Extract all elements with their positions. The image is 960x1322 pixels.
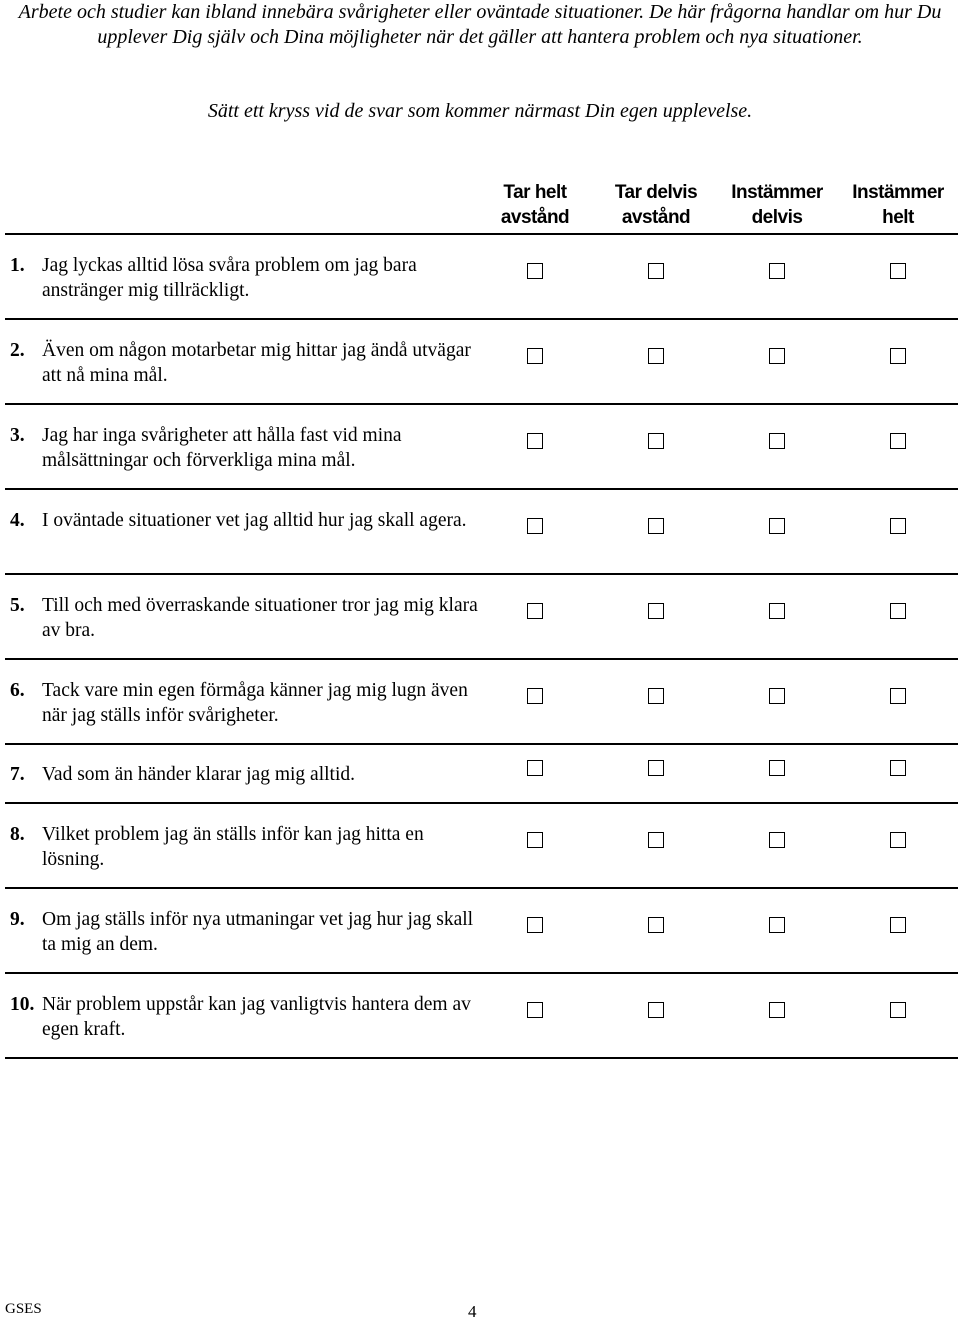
q1-tar-delvis-avstand-checkbox[interactable] [648, 263, 664, 279]
row-divider [5, 1057, 958, 1059]
q9-tar-helt-avstand-checkbox[interactable] [527, 917, 543, 933]
q6-tar-delvis-avstand-checkbox[interactable] [648, 688, 664, 704]
question-8 [10, 822, 480, 872]
question-text: Tack vare min egen förmåga känner jag mig lugn även när jag ställs inför svårigheter. [42, 680, 468, 726]
row-divider [5, 403, 958, 405]
question-2 [10, 338, 480, 388]
question-3 [10, 423, 480, 473]
row-divider [5, 743, 958, 745]
question-1 [10, 253, 480, 303]
question-number: 6. [10, 680, 25, 701]
row-divider [5, 887, 958, 889]
intro-instruction: Sätt ett kryss vid de svar som kommer närmast Din egen upplevelse. [207, 100, 753, 122]
q4-instammer-delvis-checkbox[interactable] [769, 518, 785, 534]
question-9 [10, 907, 480, 957]
q8-instammer-delvis-checkbox[interactable] [769, 832, 785, 848]
q9-tar-delvis-avstand-checkbox[interactable] [648, 917, 664, 933]
column-header-instammer-delvis: Instämmer delvis [731, 182, 823, 228]
question-text: När problem uppstår kan jag vanligtvis hantera dem av egen kraft. [42, 994, 471, 1040]
q3-tar-helt-avstand-checkbox[interactable] [527, 433, 543, 449]
q3-instammer-helt-checkbox[interactable] [890, 433, 906, 449]
page-number: 4 [468, 1302, 477, 1321]
question-number: 4. [10, 510, 25, 531]
question-5 [10, 593, 480, 643]
q5-instammer-delvis-checkbox[interactable] [769, 603, 785, 619]
question-text: I oväntade situationer vet jag alltid hur jag skall agera. [42, 510, 467, 531]
question-number: 1. [10, 255, 25, 276]
q7-instammer-helt-checkbox[interactable] [890, 760, 906, 776]
question-7 [10, 762, 480, 787]
q8-instammer-helt-checkbox[interactable] [890, 832, 906, 848]
row-divider [5, 573, 958, 575]
q4-instammer-helt-checkbox[interactable] [890, 518, 906, 534]
q1-instammer-helt-checkbox[interactable] [890, 263, 906, 279]
column-header-instammer-helt: Instämmer helt [852, 182, 944, 228]
q5-tar-helt-avstand-checkbox[interactable] [527, 603, 543, 619]
q10-tar-delvis-avstand-checkbox[interactable] [648, 1002, 664, 1018]
q3-tar-delvis-avstand-checkbox[interactable] [648, 433, 664, 449]
row-divider [5, 658, 958, 660]
row-divider [5, 802, 958, 804]
question-text: Jag lyckas alltid lösa svåra problem om jag bara anstränger mig tillräckligt. [42, 255, 417, 301]
q8-tar-delvis-avstand-checkbox[interactable] [648, 832, 664, 848]
question-number: 5. [10, 595, 25, 616]
question-text: Jag har inga svårigheter att hålla fast vid mina målsättningar och förverkliga mina mål. [42, 425, 402, 471]
question-10 [10, 992, 480, 1042]
column-header-tar-delvis-avstand: Tar delvis avstånd [614, 182, 698, 228]
q2-instammer-helt-checkbox[interactable] [890, 348, 906, 364]
q2-tar-helt-avstand-checkbox[interactable] [527, 348, 543, 364]
q5-instammer-helt-checkbox[interactable] [890, 603, 906, 619]
q5-tar-delvis-avstand-checkbox[interactable] [648, 603, 664, 619]
q7-instammer-delvis-checkbox[interactable] [769, 760, 785, 776]
q4-tar-helt-avstand-checkbox[interactable] [527, 518, 543, 534]
row-divider [5, 488, 958, 490]
q10-tar-helt-avstand-checkbox[interactable] [527, 1002, 543, 1018]
footer-label: GSES [5, 1301, 42, 1317]
q9-instammer-delvis-checkbox[interactable] [769, 917, 785, 933]
q4-tar-delvis-avstand-checkbox[interactable] [648, 518, 664, 534]
q7-tar-helt-avstand-checkbox[interactable] [527, 760, 543, 776]
question-text: Även om någon motarbetar mig hittar jag ändå utvägar att nå mina mål. [42, 340, 471, 386]
q7-tar-delvis-avstand-checkbox[interactable] [648, 760, 664, 776]
q8-tar-helt-avstand-checkbox[interactable] [527, 832, 543, 848]
q9-instammer-helt-checkbox[interactable] [890, 917, 906, 933]
question-4 [10, 508, 480, 533]
q1-tar-helt-avstand-checkbox[interactable] [527, 263, 543, 279]
q1-instammer-delvis-checkbox[interactable] [769, 263, 785, 279]
question-text: Vad som än händer klarar jag mig alltid. [42, 764, 355, 785]
question-text: Om jag ställs inför nya utmaningar vet jag hur jag skall ta mig an dem. [42, 909, 474, 955]
q2-instammer-delvis-checkbox[interactable] [769, 348, 785, 364]
q6-instammer-delvis-checkbox[interactable] [769, 688, 785, 704]
q10-instammer-helt-checkbox[interactable] [890, 1002, 906, 1018]
column-header-tar-helt-avstand: Tar helt avstånd [500, 182, 570, 228]
question-number: 9. [10, 909, 25, 930]
question-text: Vilket problem jag än ställs inför kan jag hitta en lösning. [42, 824, 424, 870]
question-text: Till och med överraskande situationer tror jag mig klara av bra. [42, 595, 478, 641]
q2-tar-delvis-avstand-checkbox[interactable] [648, 348, 664, 364]
question-number: 3. [10, 425, 25, 446]
question-number: 7. [10, 764, 25, 785]
q6-tar-helt-avstand-checkbox[interactable] [527, 688, 543, 704]
row-divider [5, 972, 958, 974]
header-divider [5, 233, 958, 235]
q6-instammer-helt-checkbox[interactable] [890, 688, 906, 704]
row-divider [5, 318, 958, 320]
question-number: 10. [10, 994, 35, 1015]
question-6 [10, 678, 480, 728]
question-number: 2. [10, 340, 25, 361]
question-number: 8. [10, 824, 25, 845]
q10-instammer-delvis-checkbox[interactable] [769, 1002, 785, 1018]
q3-instammer-delvis-checkbox[interactable] [769, 433, 785, 449]
intro-paragraph: Arbete och studier kan ibland innebära svårigheter eller oväntade situationer. De här frågorna handlar om hur Du upplever Dig själv och Dina möjligheter när det gäller att hantera problem och nya situationer. [18, 1, 942, 48]
